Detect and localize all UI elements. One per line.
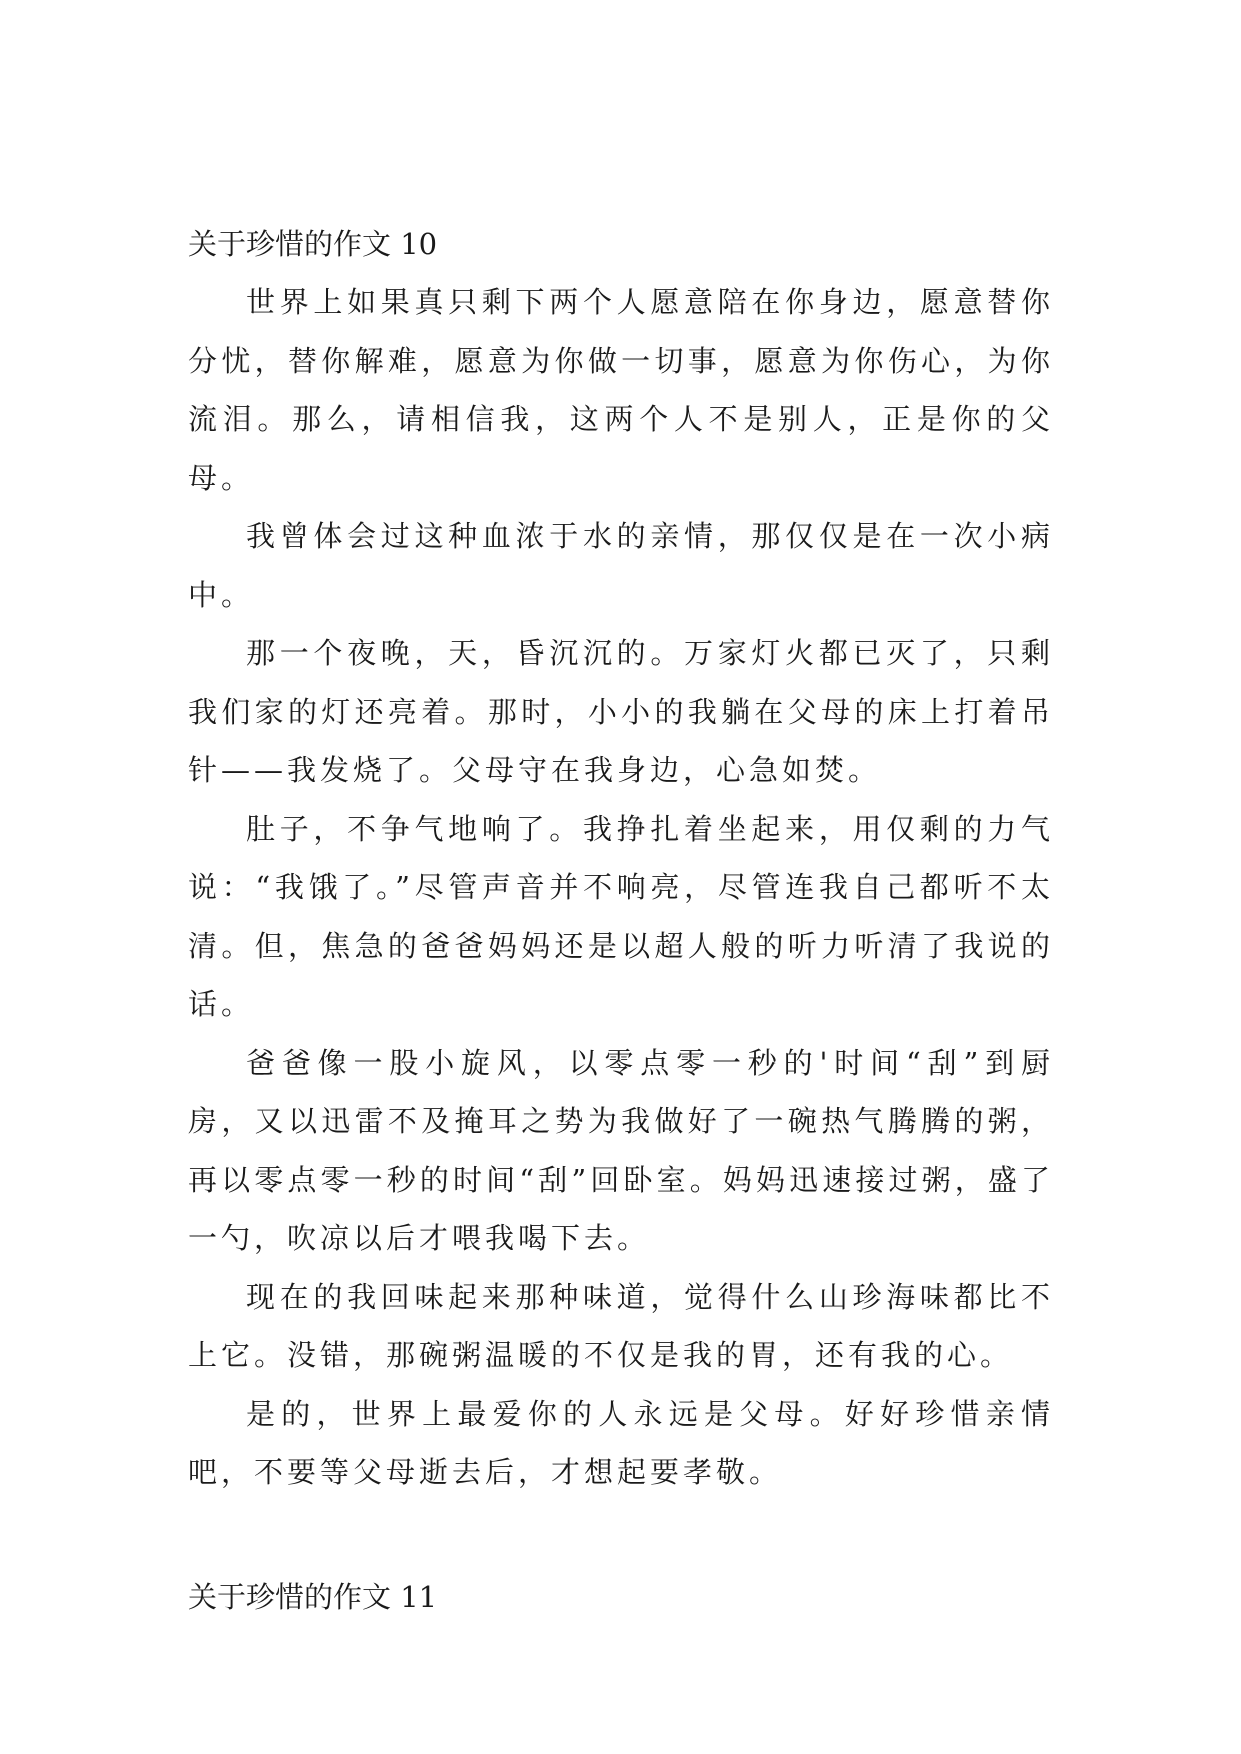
paragraph: 现在的我回味起来那种味道，觉得什么山珍海味都比不上它。没错，那碗粥温暖的不仅是我的胃，还有我的心。: [188, 1279, 1054, 1372]
paragraph: 是的，世界上最爱你的人永远是父母。好好珍惜亲情吧，不要等父母逝去后，才想起要孝敬。: [188, 1396, 1054, 1489]
paragraph: 那一个夜晚，天，昏沉沉的。万家灯火都已灭了，只剩我们家的灯还亮着。那时，小小的我躺在父母的床上打着吊针——我发烧了。父母守在我身边，心急如焚。: [188, 636, 1054, 787]
paragraph: 我曾体会过这种血浓于水的亲情，那仅仅是在一次小病中。: [188, 519, 1054, 612]
paragraph: 肚子，不争气地响了。我挣扎着坐起来，用仅剩的力气说：“我饿了。”尽管声音并不响亮，尽管连我自己都听不太清。但，焦急的爸爸妈妈还是以超人般的听力听清了我说的话。: [188, 811, 1054, 1021]
section-heading: 关于珍惜的作文 10: [188, 227, 438, 261]
document-page: [188, 215, 1054, 1626]
paragraph: 爸爸像一股小旋风，以零点零一秒的'时间“刮”到厨房，又以迅雷不及掩耳之势为我做好了一碗热气腾腾的粥，再以零点零一秒的时间“刮”回卧室。妈妈迅速接过粥，盛了一勺，吹凉以后才喂我喝下去。: [188, 1045, 1054, 1255]
section-heading: 关于珍惜的作文 11: [188, 1579, 438, 1614]
section-spacer: [188, 1502, 1054, 1568]
paragraph: 世界上如果真只剩下两个人愿意陪在你身边，愿意替你分忧，替你解难，愿意为你做一切事，愿意为你伤心，为你流泪。那么，请相信我，这两个人不是别人，正是你的父母。: [188, 285, 1054, 495]
